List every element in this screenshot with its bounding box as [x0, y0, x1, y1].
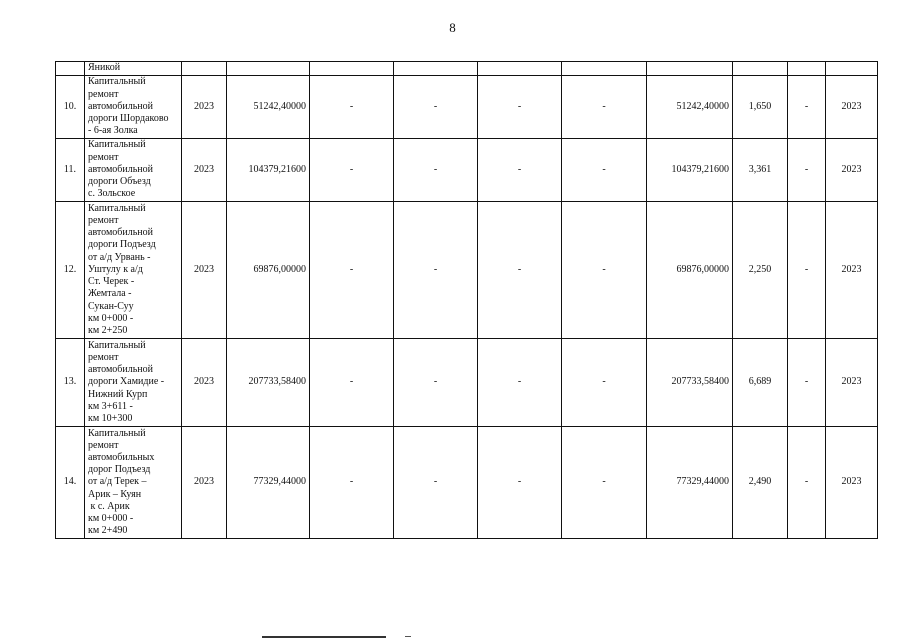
cell-empty [478, 62, 562, 76]
name-line: с. Зольское [88, 188, 136, 200]
cell-length: 6,689 [733, 339, 788, 427]
continuation-row [56, 62, 878, 76]
cell-dash: - [788, 76, 826, 139]
cell-dash: - [394, 139, 478, 202]
cell-empty [310, 62, 394, 76]
cell-dash: - [310, 76, 394, 139]
cell-dash: - [562, 427, 647, 539]
cell-amount-total: 207733,58400 [647, 339, 733, 427]
name-line: км 0+000 - [88, 513, 134, 524]
table-row [56, 202, 878, 339]
cell-num: 14. [56, 427, 85, 539]
name-line: Капитальный [88, 339, 146, 351]
cell-length: 2,490 [733, 427, 788, 539]
cell-num: 10. [56, 76, 85, 139]
cell-amount-total: 77329,44000 [647, 427, 733, 539]
cell-dash: - [478, 339, 562, 427]
cell-dash: - [394, 202, 478, 339]
cell-dash: - [562, 76, 647, 139]
cell-year-end: 2023 [826, 139, 878, 202]
cell-amount: 104379,21600 [227, 139, 310, 202]
cell-dash: - [562, 139, 647, 202]
name-line: ремонт [88, 439, 119, 451]
cell-empty [562, 62, 647, 76]
name-line: Ст. Черек - [88, 276, 135, 288]
cell-num: 12. [56, 202, 85, 339]
name-line: Сукан-Суу [88, 300, 134, 312]
name-line: км 3+611 - [88, 400, 133, 412]
cell-length: 1,650 [733, 76, 788, 139]
name-line: Капитальный [88, 427, 146, 439]
cell-amount-total: 104379,21600 [647, 139, 733, 202]
name-line: Уштулу к а/д [88, 263, 143, 275]
cell-dash: - [394, 427, 478, 539]
cell-amount: 77329,44000 [227, 427, 310, 539]
cell-year: 2023 [182, 76, 227, 139]
name-line: км 0+000 - [88, 312, 134, 324]
name-line: к с. Арик [88, 500, 130, 512]
name-line: от а/д Урвань - [88, 251, 151, 263]
cell-empty [182, 62, 227, 76]
name-line: от а/д Терек – [88, 476, 147, 488]
name-line: автомобильной [88, 364, 153, 376]
cell-year: 2023 [182, 139, 227, 202]
cell-amount: 207733,58400 [227, 339, 310, 427]
cell-year-end: 2023 [826, 76, 878, 139]
cell-year-end: 2023 [826, 427, 878, 539]
cell-dash: - [310, 427, 394, 539]
cell-name: Яникой [85, 62, 182, 76]
cell-amount: 51242,40000 [227, 76, 310, 139]
cell-dash: - [562, 202, 647, 339]
table-row [56, 76, 878, 139]
name-line: ремонт [88, 151, 119, 163]
cell-dash: - [788, 427, 826, 539]
cell-dash: - [562, 339, 647, 427]
cell-dash: - [394, 76, 478, 139]
name-line: Капитальный [88, 139, 146, 151]
cell-name [85, 427, 182, 539]
name-line: автомобильной [88, 227, 153, 239]
name-line: дороги Хамидие - [88, 376, 165, 388]
cell-year: 2023 [182, 339, 227, 427]
bottom-line-mark [262, 636, 386, 638]
cell-amount-total: 51242,40000 [647, 76, 733, 139]
name-line: км 2+250 [88, 324, 128, 336]
name-line: дороги Подъезд [88, 239, 156, 251]
cell-dash: - [310, 202, 394, 339]
name-line: автомобильных [88, 451, 155, 463]
cell-dash: - [788, 139, 826, 202]
name-line: Арик – Куян [88, 488, 142, 500]
cell-dash: - [478, 76, 562, 139]
cell-num [56, 62, 85, 76]
cell-empty [394, 62, 478, 76]
cell-empty [788, 62, 826, 76]
cell-num: 13. [56, 339, 85, 427]
name-line: дороги Объезд [88, 176, 151, 188]
cell-dash: - [310, 339, 394, 427]
cell-amount-total: 69876,00000 [647, 202, 733, 339]
cell-name [85, 76, 182, 139]
cell-dash: - [788, 339, 826, 427]
cell-dash: - [394, 339, 478, 427]
cell-dash: - [478, 202, 562, 339]
table-row [56, 339, 878, 427]
bottom-tick-mark [405, 636, 411, 637]
page-number: 8 [449, 20, 456, 35]
name-line: автомобильной [88, 163, 153, 175]
cell-length: 2,250 [733, 202, 788, 339]
cell-dash: - [788, 202, 826, 339]
name-line: дорог Подъезд [88, 464, 151, 476]
name-line: ремонт [88, 88, 119, 100]
table-row [56, 427, 878, 539]
cell-empty [227, 62, 310, 76]
road-repair-table [55, 61, 878, 539]
cell-year: 2023 [182, 427, 227, 539]
cell-name [85, 339, 182, 427]
name-line: Капитальный [88, 202, 146, 214]
cell-name [85, 202, 182, 339]
name-line: - 6-ая Золка [88, 125, 138, 137]
name-line: Капитальный [88, 76, 146, 88]
name-line: Жемтала - [88, 288, 132, 300]
cell-name [85, 139, 182, 202]
name-line: км 2+490 [88, 525, 128, 537]
cell-empty [826, 62, 878, 76]
cell-year: 2023 [182, 202, 227, 339]
table-row [56, 139, 878, 202]
cell-empty [647, 62, 733, 76]
name-line: ремонт [88, 351, 119, 363]
name-line: Нижний Курп [88, 388, 148, 400]
name-line: дороги Шордаково [88, 113, 169, 125]
cell-dash: - [478, 139, 562, 202]
cell-empty [733, 62, 788, 76]
name-line: ремонт [88, 215, 119, 227]
cell-amount: 69876,00000 [227, 202, 310, 339]
cell-num: 11. [56, 139, 85, 202]
cell-dash: - [310, 139, 394, 202]
name-line: км 10+300 [88, 413, 133, 424]
cell-year-end: 2023 [826, 339, 878, 427]
cell-length: 3,361 [733, 139, 788, 202]
cell-year-end: 2023 [826, 202, 878, 339]
name-line: автомобильной [88, 100, 153, 112]
cell-dash: - [478, 427, 562, 539]
